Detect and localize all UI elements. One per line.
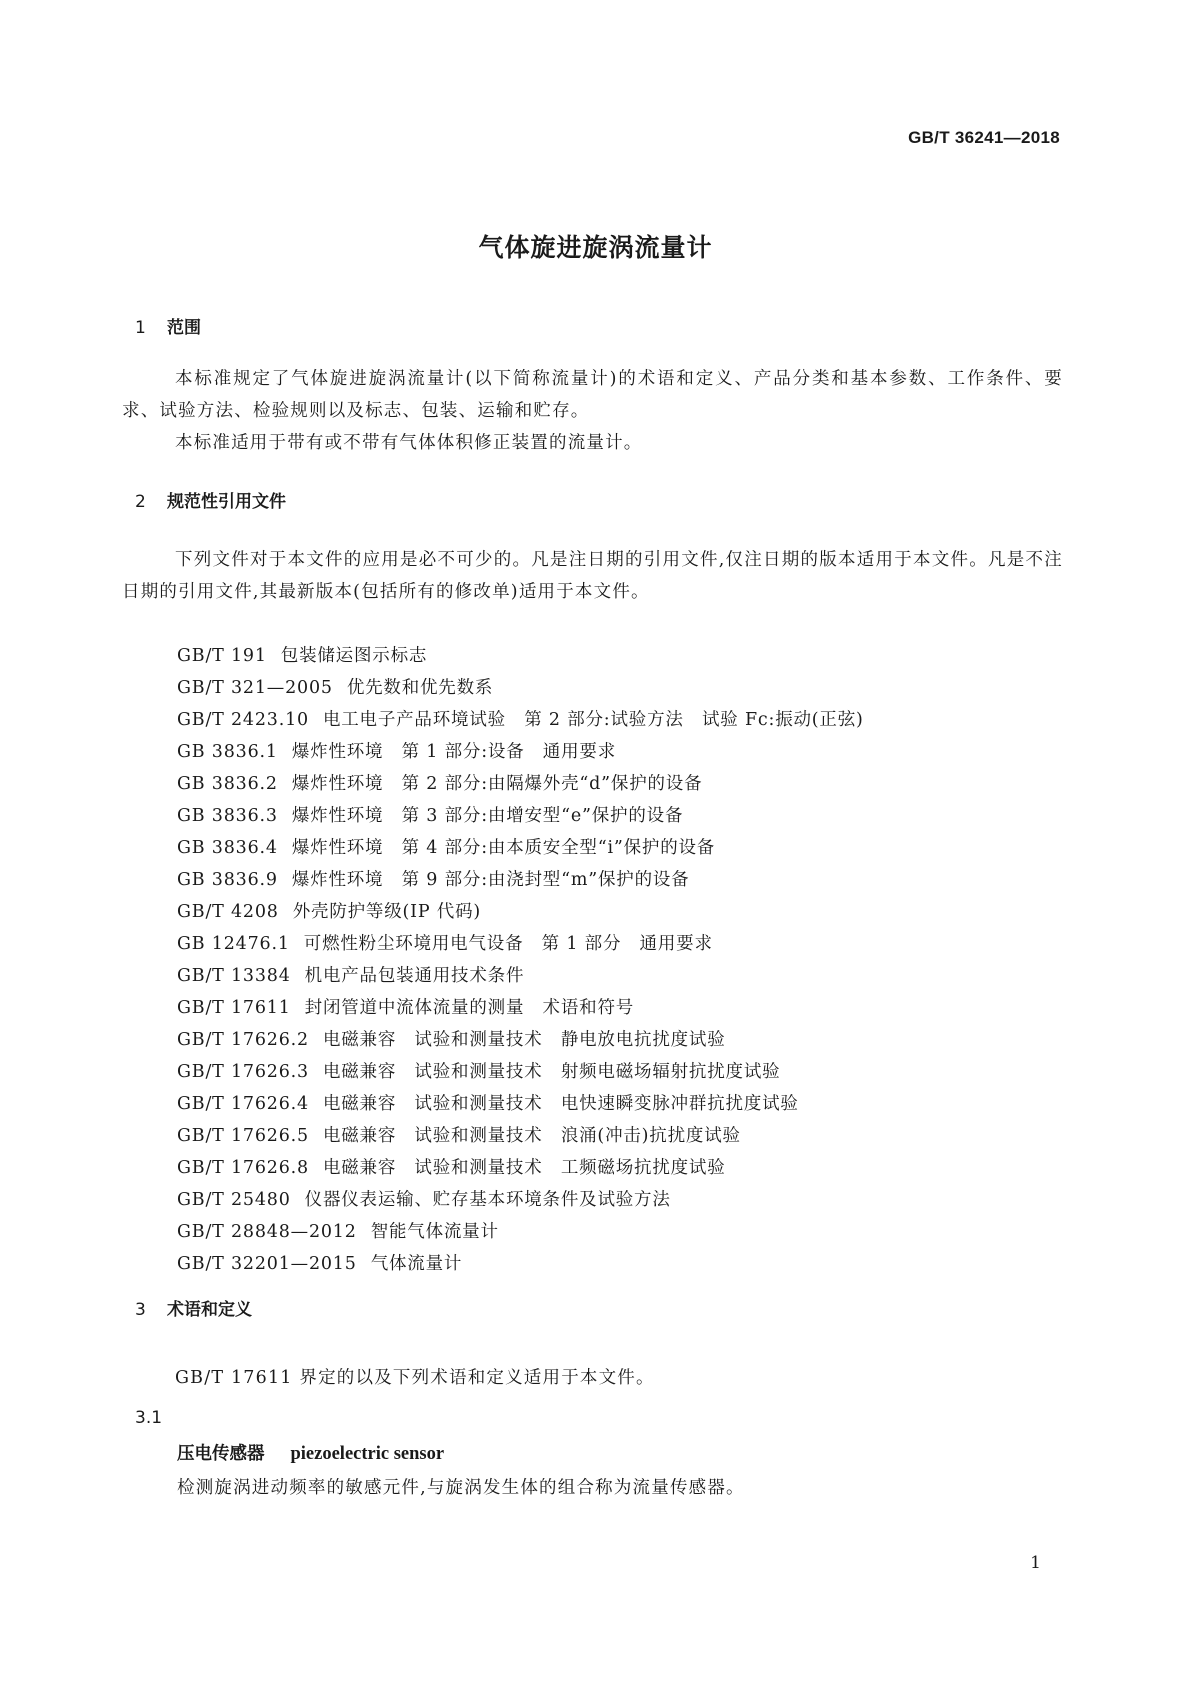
reference-item (177, 896, 864, 928)
reference-title: 爆炸性环境 第 9 部分:由浇封型“m”保护的设备 (291, 870, 690, 890)
reference-item (177, 960, 864, 992)
reference-code: GB/T 32201—2015 (177, 1254, 357, 1274)
reference-code: GB/T 4208 (177, 902, 279, 922)
reference-item (177, 992, 864, 1024)
reference-code: GB/T 25480 (177, 1190, 291, 1210)
reference-item (177, 1056, 864, 1088)
section-3-heading (135, 1295, 252, 1320)
paragraph: 下列文件对于本文件的应用是必不可少的。凡是注日期的引用文件,仅注日期的版本适用于本文件。凡是不注日期的引用文件,其最新版本(包括所有的修改单)适用于本文件。 (122, 550, 1063, 602)
term-heading (177, 1440, 444, 1465)
reference-code: GB 3836.3 (177, 806, 278, 826)
reference-code: GB/T 17626.4 (177, 1094, 309, 1114)
reference-item (177, 704, 864, 736)
reference-code: GB 3836.9 (177, 870, 278, 890)
reference-code: GB/T 2423.10 (177, 710, 309, 730)
section-title: 规范性引用文件 (167, 492, 286, 512)
reference-code: GB/T 17626.8 (177, 1158, 309, 1178)
reference-code: GB/T 17626.5 (177, 1126, 309, 1146)
reference-item (177, 800, 864, 832)
reference-code: GB 3836.2 (177, 774, 278, 794)
reference-title: 仪器仪表运输、贮存基本环境条件及试验方法 (304, 1190, 671, 1210)
reference-title: 包装储运图示标志 (280, 646, 428, 666)
reference-item (177, 1248, 864, 1280)
section-number: 2 (135, 492, 146, 512)
reference-title: 爆炸性环境 第 2 部分:由隔爆外壳“d”保护的设备 (291, 774, 703, 794)
reference-title: 气体流量计 (370, 1254, 463, 1274)
reference-item (177, 1024, 864, 1056)
reference-title: 爆炸性环境 第 3 部分:由增安型“e”保护的设备 (291, 806, 684, 826)
term-english: piezoelectric sensor (290, 1444, 445, 1464)
reference-item (177, 1152, 864, 1184)
reference-title: 电磁兼容 试验和测量技术 浪涌(冲击)抗扰度试验 (322, 1126, 741, 1146)
reference-title: 电磁兼容 试验和测量技术 工频磁场抗扰度试验 (322, 1158, 726, 1178)
reference-code: GB 3836.4 (177, 838, 278, 858)
reference-title: 电磁兼容 试验和测量技术 射频电磁场辐射抗扰度试验 (322, 1062, 781, 1082)
reference-title: 爆炸性环境 第 1 部分:设备 通用要求 (291, 742, 616, 762)
reference-title: 优先数和优先数系 (346, 678, 494, 698)
reference-title: 电磁兼容 试验和测量技术 电快速瞬变脉冲群抗扰度试验 (322, 1094, 799, 1114)
reference-code: GB/T 321—2005 (177, 678, 333, 698)
reference-title: 电磁兼容 试验和测量技术 静电放电抗扰度试验 (322, 1030, 726, 1050)
normative-references-list (177, 640, 864, 1280)
standard-number: GB/T 36241—2018 (908, 128, 1060, 147)
reference-item (177, 1120, 864, 1152)
reference-title: 智能气体流量计 (370, 1222, 499, 1242)
reference-code: GB 3836.1 (177, 742, 278, 762)
reference-item (177, 1216, 864, 1248)
document-title: 气体旋进旋涡流量计 (478, 233, 713, 262)
paragraph: GB/T 17611 界定的以及下列术语和定义适用于本文件。 (175, 1368, 655, 1388)
section-1-heading (135, 313, 201, 338)
reference-code: GB/T 17626.2 (177, 1030, 309, 1050)
reference-title: 外壳防护等级(IP 代码) (292, 902, 482, 922)
term-number: 3.1 (135, 1408, 163, 1428)
paragraph: 本标准适用于带有或不带有气体体积修正装置的流量计。 (175, 433, 643, 453)
section-title: 范围 (167, 318, 201, 338)
section-number: 1 (135, 318, 146, 338)
term-definition: 检测旋涡进动频率的敏感元件,与旋涡发生体的组合称为流量传感器。 (177, 1478, 745, 1498)
reference-code: GB/T 17611 (177, 998, 291, 1018)
reference-item (177, 864, 864, 896)
reference-item (177, 832, 864, 864)
reference-item (177, 672, 864, 704)
reference-item (177, 768, 864, 800)
reference-code: GB/T 13384 (177, 966, 291, 986)
reference-item (177, 736, 864, 768)
reference-code: GB/T 28848—2012 (177, 1222, 357, 1242)
reference-title: 机电产品包装通用技术条件 (304, 966, 525, 986)
reference-title: 爆炸性环境 第 4 部分:由本质安全型“i”保护的设备 (291, 838, 716, 858)
reference-code: GB 12476.1 (177, 934, 290, 954)
reference-title: 电工电子产品环境试验 第 2 部分:试验方法 试验 Fc:振动(正弦) (322, 710, 864, 730)
reference-item (177, 1088, 864, 1120)
reference-title: 封闭管道中流体流量的测量 术语和符号 (304, 998, 635, 1018)
term-chinese: 压电传感器 (177, 1444, 265, 1464)
section-title: 术语和定义 (167, 1300, 252, 1320)
paragraph: 本标准规定了气体旋进旋涡流量计(以下简称流量计)的术语和定义、产品分类和基本参数、工作条件、要求、试验方法、检验规则以及标志、包装、运输和贮存。 (122, 369, 1063, 421)
reference-code: GB/T 17626.3 (177, 1062, 309, 1082)
reference-code: GB/T 191 (177, 646, 267, 666)
page-number: 1 (1030, 1553, 1041, 1573)
reference-item (177, 1184, 864, 1216)
section-number: 3 (135, 1300, 146, 1320)
reference-item (177, 928, 864, 960)
reference-item (177, 640, 864, 672)
reference-title: 可燃性粉尘环境用电气设备 第 1 部分 通用要求 (303, 934, 713, 954)
section-2-heading (135, 487, 286, 512)
